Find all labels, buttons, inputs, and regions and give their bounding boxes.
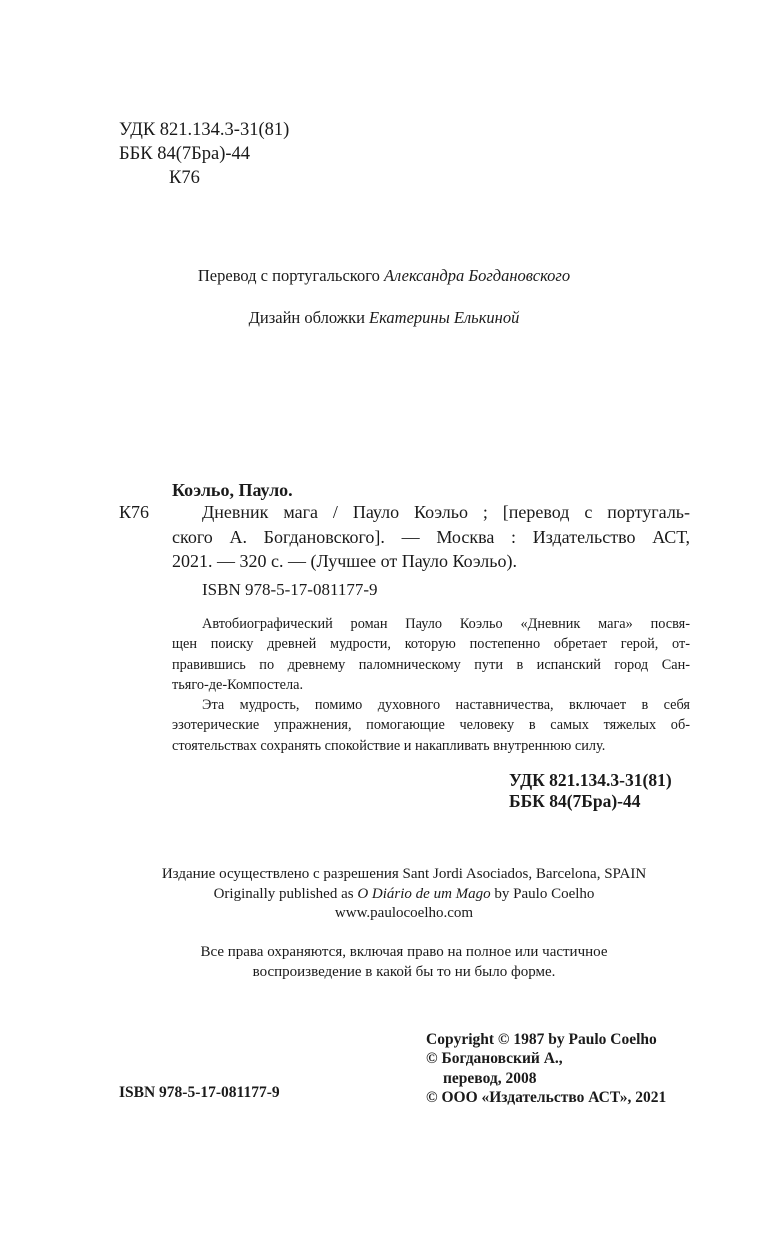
annotation-line: правившись по древнему паломническому пути в испанский город Сан- [172, 656, 690, 673]
annotation-line: стоятельствах сохранять спокойствие и накапливать внутреннюю силу. [172, 737, 606, 754]
footer-isbn: ISBN 978-5-17-081177-9 [119, 1084, 280, 1101]
author-heading: Коэльо, Пауло. [172, 480, 293, 500]
description-line: ского А. Богдановского]. — Москва : Издательство АСТ, [172, 526, 690, 547]
udk-code: УДК 821.134.3-31(81) [119, 120, 290, 140]
copyright-line: перевод, 2008 [443, 1069, 537, 1087]
bbk-code: ББК 84(7Бра)-44 [119, 144, 251, 164]
catalog-codes [509, 770, 672, 812]
annotation-line: Автобиографический роман Пауло Коэльо «Дневник мага» посвя- [202, 616, 690, 632]
permission-notice [0, 865, 768, 924]
original-publication-line: Originally published as O Diário de um Mago by Paulo Coelho [213, 885, 595, 902]
catalog-bbk: ББК 84(7Бра)-44 [509, 791, 641, 811]
author-code: К76 [169, 168, 200, 188]
original-title: O Diário de um Mago [357, 885, 491, 902]
catalog-udk: УДК 821.134.3-31(81) [509, 770, 672, 790]
copyright-line: © ООО «Издательство АСТ», 2021 [426, 1088, 667, 1106]
description-line: 2021. — 320 с. — (Лучшее от Пауло Коэльо). [172, 551, 517, 571]
designer-name: Екатерины Елькиной [369, 308, 520, 327]
classification-codes [119, 118, 289, 190]
translator-name: Александра Богдановского [383, 266, 571, 285]
permission-line: Издание осуществлено с разрешения Sant Jordi Asociados, Barcelona, SPAIN [161, 866, 647, 882]
annotation [172, 614, 690, 756]
margin-author-code: К76 [119, 502, 150, 522]
bibliographic-description [172, 500, 690, 574]
description-line: Дневник мага / Пауло Коэльо ; [перевод с португаль- [202, 502, 690, 522]
copyright-line: Copyright © 1987 by Paulo Coelho [426, 1031, 657, 1048]
copyright-line: © Богдановский А., [426, 1050, 563, 1068]
annotation-line: щен поиску древней мудрости, которую постепенно обретает герой, от- [172, 636, 690, 653]
rights-line: Все права охраняются, включая право на полное или частичное [200, 944, 608, 960]
translation-credit: Перевод с португальского Александра Богдановского [197, 266, 571, 285]
cover-design-credit: Дизайн обложки Екатерины Елькиной [248, 308, 520, 327]
annotation-line: Эта мудрость, помимо духовного наставничества, включает в себя [202, 697, 690, 714]
website: www.paulocoelho.com [334, 905, 474, 921]
rights-line: воспроизведение в какой бы то ни было форме. [252, 964, 556, 980]
annotation-line: эзотерические упражнения, помогающие человеку в самых тяжелых об- [172, 717, 690, 734]
catalog-isbn: ISBN 978-5-17-081177-9 [202, 580, 378, 599]
rights-notice [0, 942, 768, 982]
annotation-line: тьяго-де-Компостела. [172, 676, 304, 693]
copyright-block [426, 1030, 666, 1107]
